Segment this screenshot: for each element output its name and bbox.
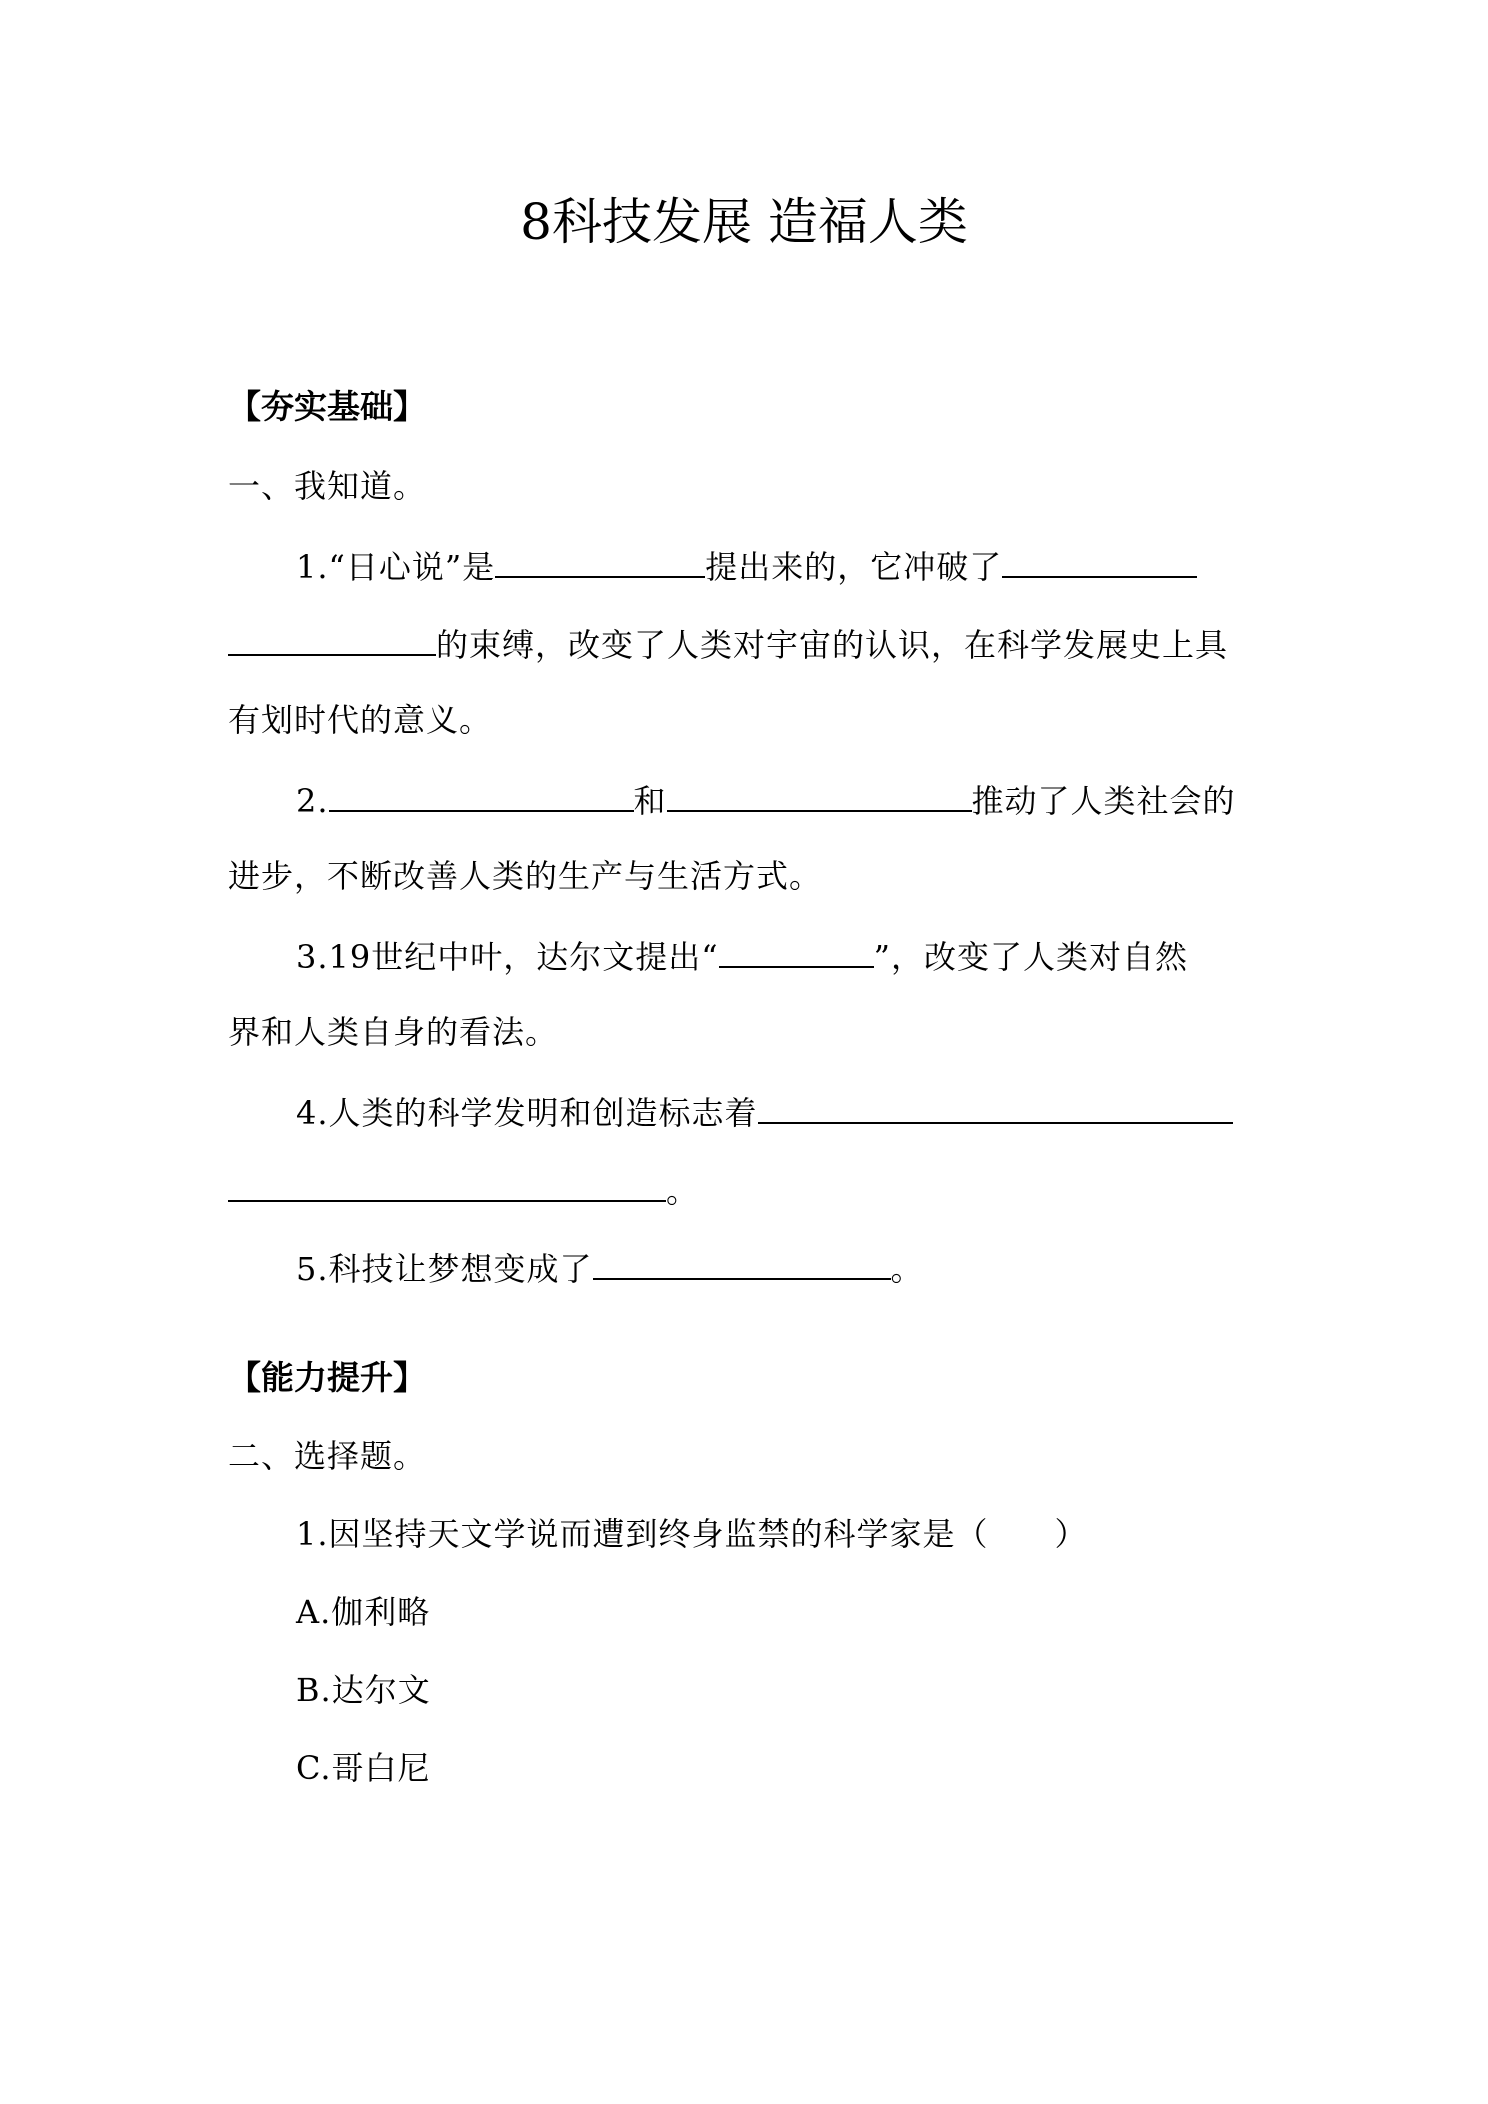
section-improve-heading: 【能力提升】 bbox=[228, 1358, 426, 1397]
q4-line1 bbox=[296, 1088, 1233, 1135]
choice-q1: 1.因坚持天文学说而遭到终身监禁的科学家是（ ） bbox=[296, 1515, 1088, 1553]
q1-text-a: 1.“日心说”是 bbox=[296, 548, 496, 586]
q1-line1 bbox=[296, 542, 1197, 589]
q3-text-b: ”，改变了人类对自然 bbox=[873, 938, 1188, 976]
choice-option-c[interactable]: C.哥白尼 bbox=[296, 1749, 431, 1787]
q5-blank-1[interactable] bbox=[593, 1244, 891, 1280]
q2-text-b: 和 bbox=[633, 782, 667, 820]
page-title: 8科技发展 造福人类 bbox=[520, 193, 968, 251]
q3-text-a: 3.19世纪中叶，达尔文提出“ bbox=[296, 938, 719, 976]
q1-blank-2b[interactable] bbox=[228, 620, 436, 656]
q5-text-a: 5.科技让梦想变成了 bbox=[296, 1250, 593, 1288]
q5-text-b: 。 bbox=[890, 1250, 924, 1288]
choice-option-a[interactable]: A.伽利略 bbox=[296, 1593, 431, 1631]
q3-line1 bbox=[296, 932, 1188, 979]
q4-blank-1a[interactable] bbox=[758, 1088, 1233, 1124]
q5-line1 bbox=[296, 1244, 924, 1291]
q1-blank-1[interactable] bbox=[495, 542, 705, 578]
q2-blank-1[interactable] bbox=[329, 776, 634, 812]
q2-blank-2[interactable] bbox=[667, 776, 972, 812]
q3-blank-1[interactable] bbox=[719, 932, 874, 968]
q1-line2 bbox=[228, 620, 1228, 667]
q1-text-b: 提出来的，它冲破了 bbox=[705, 548, 1003, 586]
q4-line2 bbox=[228, 1166, 699, 1213]
q4-blank-1b[interactable] bbox=[228, 1166, 666, 1202]
q1-line3: 有划时代的意义。 bbox=[228, 701, 493, 739]
q3-line2: 界和人类自身的看法。 bbox=[228, 1013, 559, 1051]
q1-blank-2a[interactable] bbox=[1002, 542, 1197, 578]
part2-heading: 二、选择题。 bbox=[228, 1437, 427, 1475]
q1-text-c: 的束缚，改变了人类对宇宙的认识，在科学发展史上具 bbox=[436, 626, 1229, 664]
choice-option-b[interactable]: B.达尔文 bbox=[296, 1671, 431, 1709]
part1-heading: 一、我知道。 bbox=[228, 467, 427, 505]
q2-text-a: 2. bbox=[296, 782, 329, 820]
section-basic-heading: 【夯实基础】 bbox=[228, 387, 426, 426]
q2-line1 bbox=[296, 776, 1236, 823]
q2-text-c: 推动了人类社会的 bbox=[971, 782, 1236, 820]
q4-text-b: 。 bbox=[666, 1172, 700, 1210]
q2-line2: 进步，不断改善人类的生产与生活方式。 bbox=[228, 857, 823, 895]
q4-text-a: 4.人类的科学发明和创造标志着 bbox=[296, 1094, 758, 1132]
